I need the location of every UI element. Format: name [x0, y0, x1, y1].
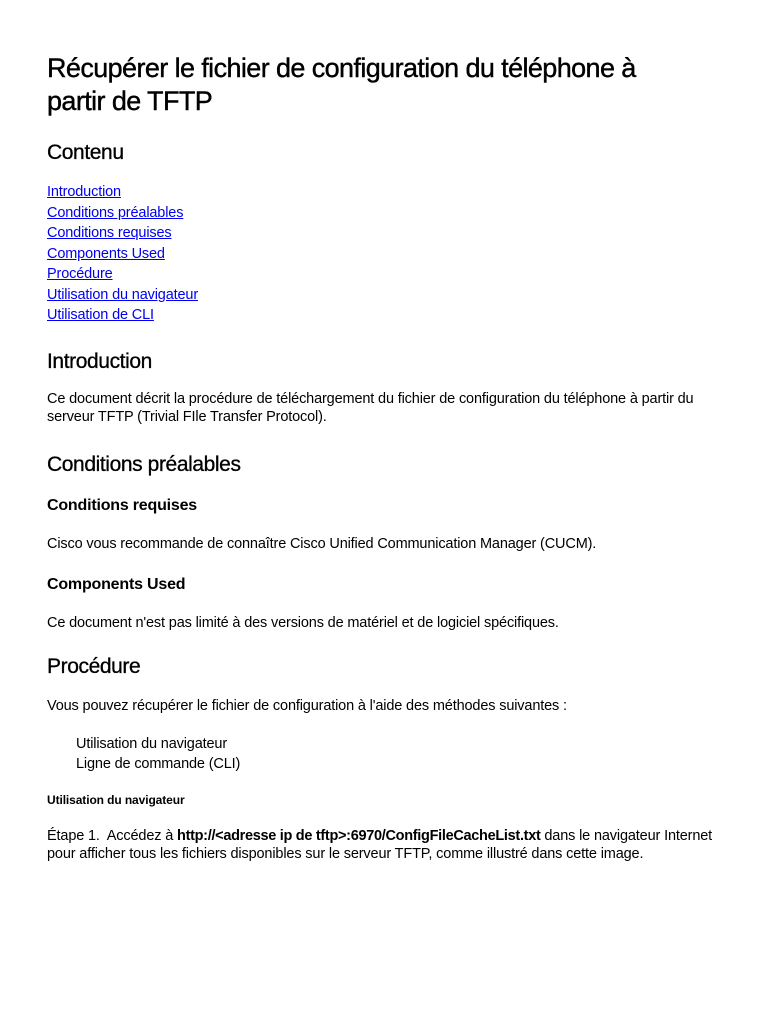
- toc-link-navigateur[interactable]: Utilisation du navigateur: [47, 286, 199, 303]
- method-browser: Utilisation du navigateur: [76, 735, 228, 752]
- components-paragraph: Ce document n'est pas limité à des versions de matériel et de logiciel spécifiques.: [47, 614, 559, 631]
- browser-subheading: Utilisation du navigateur: [47, 792, 185, 807]
- toc-item-conditions-requises: [47, 223, 727, 244]
- requirements-heading: Conditions requises: [47, 496, 197, 514]
- toc-item-introduction: [47, 182, 727, 203]
- procedure-heading: Procédure: [47, 654, 141, 678]
- components-heading: Components Used: [47, 575, 186, 593]
- step-1-prefix: Étape 1. Accédez à: [47, 827, 178, 844]
- toc-link-introduction[interactable]: Introduction: [47, 184, 121, 200]
- page-title: Récupérer le fichier de configuration du téléphone à partir de TFTP: [47, 53, 636, 116]
- step-1-paragraph: [47, 827, 727, 863]
- methods-list: [47, 734, 727, 774]
- toc-link-conditions-prealables[interactable]: Conditions préalables: [47, 204, 184, 221]
- toc-link-procedure[interactable]: Procédure: [47, 266, 113, 282]
- toc-item-cli: [47, 305, 727, 326]
- procedure-intro: Vous pouvez récupérer le fichier de configuration à l'aide des méthodes suivantes :: [47, 697, 567, 714]
- toc-link-conditions-requises[interactable]: Conditions requises: [47, 225, 172, 241]
- toc-item-procedure: [47, 264, 727, 285]
- introduction-paragraph: Ce document décrit la procédure de téléchargement du fichier de configuration du téléphone à partir du serveur TFTP (Trivial FIle Transfer Protocol).: [47, 390, 694, 425]
- toc-item-components-used: [47, 244, 727, 265]
- method-cli: Ligne de commande (CLI): [76, 755, 241, 772]
- toc-link-cli[interactable]: Utilisation de CLI: [47, 307, 154, 323]
- toc-item-conditions-prealables: [47, 203, 727, 224]
- toc-heading: Contenu: [47, 141, 124, 164]
- toc-link-components-used[interactable]: Components Used: [47, 245, 165, 262]
- tftp-url: http://<adresse ip de tftp>:6970/ConfigFileCacheList.txt: [177, 827, 541, 844]
- step-1-suffix: dans le navigateur Internet pour afficher tous les fichiers disponibles sur le serveur TFTP, comme illustré dans cette image.: [47, 827, 713, 862]
- table-of-contents: [47, 182, 727, 326]
- introduction-heading: Introduction: [47, 349, 152, 373]
- prerequisites-heading: Conditions préalables: [47, 452, 241, 476]
- requirements-paragraph: Cisco vous recommande de connaître Cisco Unified Communication Manager (CUCM).: [47, 535, 597, 552]
- document-page: [47, 52, 727, 863]
- toc-item-navigateur: [47, 285, 727, 306]
